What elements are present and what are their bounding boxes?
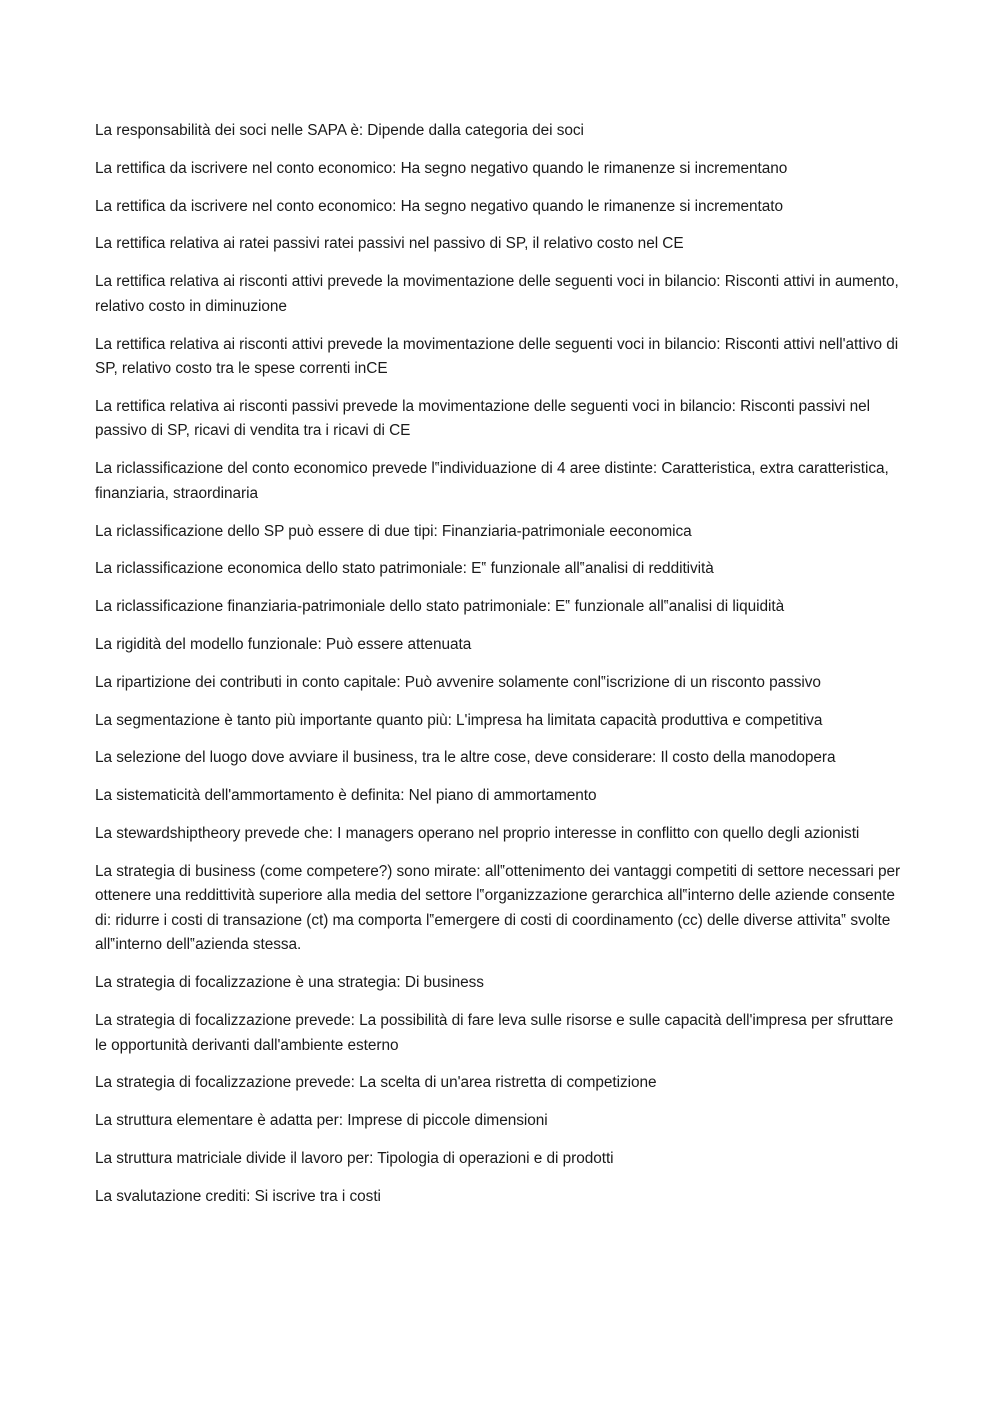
paragraph: La rettifica relativa ai risconti attivi prevede la movimentazione delle seguenti voci in bilancio: Risconti attivi nell'attivo di SP, relativo costo tra le spese correnti inCE <box>95 335 899 378</box>
paragraph: La responsabilità dei soci nelle SAPA è: Dipende dalla categoria dei soci <box>95 122 584 139</box>
paragraph: La riclassificazione finanziaria-patrimoniale dello stato patrimoniale: E‟ funzionale all‟analisi di liquidità <box>95 598 785 616</box>
paragraph: La rettifica da iscrivere nel conto economico: Ha segno negativo quando le rimanenze si incrementano <box>95 159 788 177</box>
paragraph: La struttura matriciale divide il lavoro per: Tipologia di operazioni e di prodotti <box>95 1149 614 1167</box>
paragraph: La sistematicità dell'ammortamento è definita: Nel piano di ammortamento <box>95 787 597 805</box>
paragraph: La riclassificazione del conto economico prevede l‟individuazione di 4 aree distinte: Caratteristica, extra caratteristica, finanziaria, straordinaria <box>95 460 889 502</box>
paragraph: La strategia di business (come competere?) sono mirate: all‟ottenimento dei vantaggi competiti di settore necessari per ottenere una reddittività superiore alla media del settore l‟organizzazione gerarchica all‟interno delle aziende consente di: ridurre i costi di transazione (ct) ma comporta l‟emergere di costi di coordinamento (cc) delle diverse attivita‟ svolte all‟interno dell‟azienda stessa. <box>95 862 901 954</box>
paragraph: La strategia di focalizzazione prevede: La scelta di un'area ristretta di competizione <box>95 1074 657 1092</box>
paragraph: La ripartizione dei contributi in conto capitale: Può avvenire solamente conl‟iscrizione di un risconto passivo <box>95 673 821 691</box>
paragraph: La selezione del luogo dove avviare il business, tra le altre cose, deve considerare: Il costo della manodopera <box>95 749 836 767</box>
paragraph: La riclassificazione dello SP può essere di due tipi: Finanziaria-patrimoniale eeconomica <box>95 522 692 540</box>
paragraph: La strategia di focalizzazione è una strategia: Di business <box>95 974 484 992</box>
paragraph: La rettifica relativa ai risconti attivi prevede la movimentazione delle seguenti voci in bilancio: Risconti attivi in aumento, relativo costo in diminuzione <box>95 273 899 315</box>
paragraph: La svalutazione crediti: Si iscrive tra i costi <box>95 1187 381 1205</box>
paragraph: La rettifica da iscrivere nel conto economico: Ha segno negativo quando le rimanenze si incrementato <box>95 197 783 215</box>
document-page <box>95 119 907 1223</box>
paragraph: La rettifica relativa ai ratei passivi ratei passivi nel passivo di SP, il relativo costo nel CE <box>95 235 684 253</box>
paragraph: La struttura elementare è adatta per: Imprese di piccole dimensioni <box>95 1112 548 1130</box>
paragraph: La riclassificazione economica dello stato patrimoniale: E‟ funzionale all‟analisi di redditività <box>95 560 714 578</box>
paragraph: La rigidità del modello funzionale: Può essere attenuata <box>95 635 472 653</box>
paragraph: La stewardshiptheory prevede che: I managers operano nel proprio interesse in conflitto con quello degli azionisti <box>95 824 860 842</box>
paragraph: La rettifica relativa ai risconti passivi prevede la movimentazione delle seguenti voci in bilancio: Risconti passivi nel passivo di SP, ricavi di vendita tra i ricavi di CE <box>95 397 870 440</box>
paragraph: La strategia di focalizzazione prevede: La possibilità di fare leva sulle risorse e sulle capacità dell'impresa per sfruttare le opportunità derivanti dall'ambiente esterno <box>95 1012 894 1054</box>
paragraph: La segmentazione è tanto più importante quanto più: L'impresa ha limitata capacità produttiva e competitiva <box>95 711 823 729</box>
